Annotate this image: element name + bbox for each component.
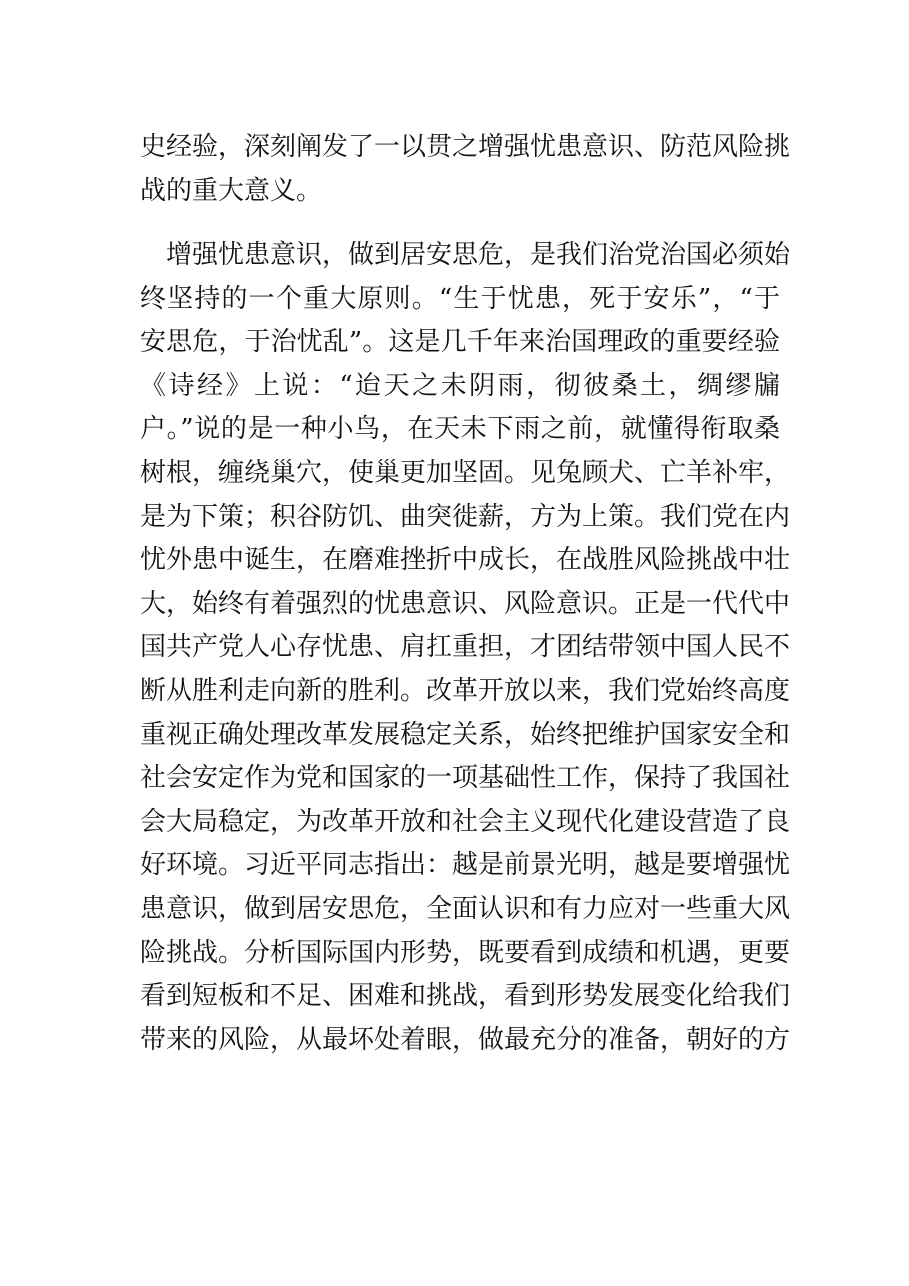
text-line: 大，始终有着强烈的忧患意识、风险意识。正是一代代中 <box>140 588 791 619</box>
text-line: 患意识，做到居安思危，全面认识和有力应对一些重大风 <box>140 893 791 924</box>
text-line: 增强忧患意识，做到居安思危，是我们治党治国必须始 <box>166 240 791 270</box>
text-line: 重视正确处理改革发展稳定关系，始终把维护国家安全和 <box>140 719 791 750</box>
text-line: 《诗经》上说：“迨天之未阴雨，彻彼桑土，绸缪牖 <box>140 370 780 401</box>
text-line: 安思危，于治忧乱”。这是几千年来治国理政的重要经验 <box>140 327 780 358</box>
text-line: 树根，缠绕巢穴，使巢更加坚固。见兔顾犬、亡羊补牢， <box>140 457 791 488</box>
paragraph-1 <box>140 126 791 213</box>
text-line: 战的重大意义。 <box>140 175 323 206</box>
text-line: 带来的风险，从最坏处着眼，做最充分的准备，朝好的方 <box>140 1024 791 1055</box>
text-line: 是为下策；积谷防饥、曲突徙薪，方为上策。我们党在内 <box>140 501 791 532</box>
text-line: 社会安定作为党和国家的一项基础性工作，保持了我国社 <box>140 763 791 794</box>
paragraph-2 <box>140 234 791 1106</box>
text-line: 断从胜利走向新的胜利。改革开放以来，我们党始终高度 <box>140 675 791 706</box>
text-line <box>140 1062 780 1106</box>
text-line: 忧外患中诞生，在磨难挫折中成长，在战胜风险挑战中壮 <box>140 545 791 576</box>
text-line: 终坚持的一个重大原则。“生于忧患，死于安乐”，“于 <box>140 283 780 314</box>
text-line: 看到短板和不足、困难和挑战，看到形势发展变化给我们 <box>140 981 791 1012</box>
text-line: 国共产党人心存忧患、肩扛重担，才团结带领中国人民不 <box>140 632 791 663</box>
text-line: 险挑战。分析国际国内形势，既要看到成绩和机遇，更要 <box>140 937 791 968</box>
text-line: 户。”说的是一种小鸟，在天未下雨之前，就懂得衔取桑 <box>140 414 780 445</box>
text-line: 好环境。习近平同志指出：越是前景光明，越是要增强忧 <box>140 850 791 881</box>
text-line: 史经验，深刻阐发了一以贯之增强忧患意识、防范风险挑 <box>140 132 791 162</box>
text-line: 会大局稳定，为改革开放和社会主义现代化建设营造了良 <box>140 806 791 837</box>
